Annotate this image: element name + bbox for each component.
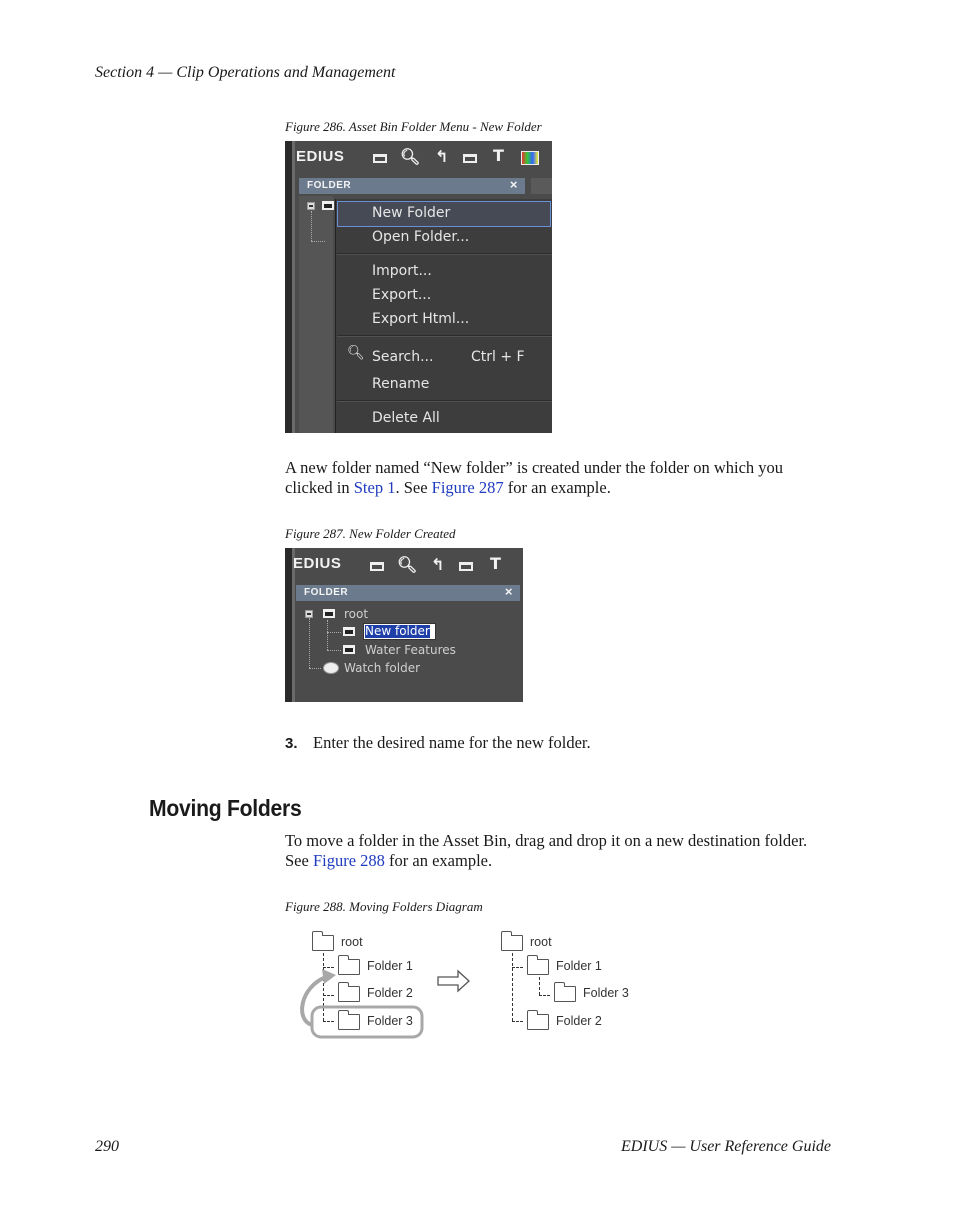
folder-icon[interactable] — [370, 562, 384, 571]
folder-panel-bar — [296, 585, 520, 601]
folder-panel-title: FOLDER — [307, 180, 352, 191]
close-icon[interactable]: × — [509, 177, 518, 192]
before-folder-3-label: Folder 3 — [367, 1014, 413, 1028]
figure-288-caption: Figure 288. Moving Folders Diagram — [285, 899, 483, 914]
folder-panel-bar — [299, 178, 525, 194]
search-shortcut: Ctrl + F — [471, 349, 525, 365]
figure-286-caption: Figure 286. Asset Bin Folder Menu - New Folder — [285, 119, 542, 134]
footer-title: EDIUS — User Reference Guide — [620, 1138, 831, 1155]
close-icon[interactable]: × — [504, 584, 513, 599]
after-folder-1-label: Folder 1 — [556, 959, 602, 973]
section-header: Section 4 — Clip Operations and Management — [95, 64, 396, 81]
figure-288-diagram — [290, 925, 650, 1045]
before-folder-1-label: Folder 1 — [367, 959, 413, 973]
water-folder-icon — [343, 645, 355, 654]
figure-286-screenshot — [285, 141, 552, 433]
edius-logo: EDIUS — [296, 148, 345, 165]
up-icon[interactable]: ↰ — [435, 147, 449, 166]
collapse-icon[interactable] — [305, 610, 313, 618]
after-folder-2-label: Folder 2 — [556, 1014, 602, 1028]
search-icon[interactable]: 🔍︎ — [400, 147, 421, 166]
menu-item-export[interactable]: Export... — [372, 287, 432, 303]
menu-item-new-folder[interactable]: New Folder — [372, 205, 451, 221]
search-icon[interactable]: 🔍︎ — [397, 555, 418, 574]
tree-root[interactable]: root — [344, 607, 369, 621]
before-folder-2-label: Folder 2 — [367, 986, 413, 1000]
before-root-label: root — [341, 935, 363, 949]
menu-item-import[interactable]: Import... — [372, 263, 432, 279]
menu-search-icon: 🔍︎ — [347, 345, 365, 361]
up-icon[interactable]: ↰ — [431, 555, 445, 574]
after-folder-3-label: Folder 3 — [583, 986, 629, 1000]
tree-watch-folder[interactable]: Watch folder — [344, 661, 421, 675]
folder-icon — [501, 935, 523, 951]
rename-input[interactable] — [363, 623, 436, 640]
folder-icon — [527, 959, 549, 975]
new-bin-icon[interactable] — [459, 562, 473, 571]
link-step-1[interactable]: Step 1 — [353, 478, 396, 497]
title-icon[interactable]: T — [493, 146, 504, 165]
folder-icon — [554, 986, 576, 1002]
new-bin-icon[interactable] — [463, 154, 477, 163]
folder-context-menu — [335, 199, 552, 433]
folder-panel-title: FOLDER — [304, 587, 349, 598]
moving-folders-heading: Moving Folders — [149, 795, 302, 821]
paragraph-moving-folders: To move a folder in the Asset Bin, drag and drop it on a new destination folder. See Figure 288 for an example. — [285, 831, 808, 870]
new-folder-icon — [343, 627, 355, 636]
after-root-label: root — [530, 935, 552, 949]
folder-icon[interactable] — [373, 154, 387, 163]
root-folder-icon — [322, 201, 334, 210]
paragraph-new-folder: A new folder named “New folder” is created under the folder on which you clicked in Step 1. See Figure 287 for an example. — [285, 458, 784, 497]
menu-item-rename[interactable]: Rename — [372, 376, 430, 392]
step-3-text: Enter the desired name for the new folder. — [313, 733, 591, 752]
eye-icon — [323, 662, 339, 674]
link-figure-287[interactable]: Figure 287 — [431, 478, 504, 497]
menu-item-delete-all[interactable]: Delete All — [372, 410, 440, 426]
color-bars-icon[interactable] — [521, 151, 539, 165]
title-icon[interactable]: T — [490, 554, 501, 573]
figure-287-screenshot — [285, 548, 523, 702]
menu-item-open-folder[interactable]: Open Folder... — [372, 229, 470, 245]
root-folder-icon — [323, 609, 335, 618]
menu-item-search[interactable]: Search... — [372, 349, 434, 365]
step-3-number: 3. — [285, 735, 298, 752]
folder-icon — [527, 1014, 549, 1030]
link-figure-288[interactable]: Figure 288 — [312, 851, 385, 870]
figure-287-caption: Figure 287. New Folder Created — [285, 526, 456, 541]
menu-item-export-html[interactable]: Export Html... — [372, 311, 470, 327]
edius-logo: EDIUS — [293, 555, 342, 572]
collapse-icon[interactable] — [307, 202, 315, 210]
page-number: 290 — [95, 1138, 119, 1155]
rename-selected-text: New folder — [365, 624, 430, 638]
tree-water-features[interactable]: Water Features — [365, 643, 456, 657]
